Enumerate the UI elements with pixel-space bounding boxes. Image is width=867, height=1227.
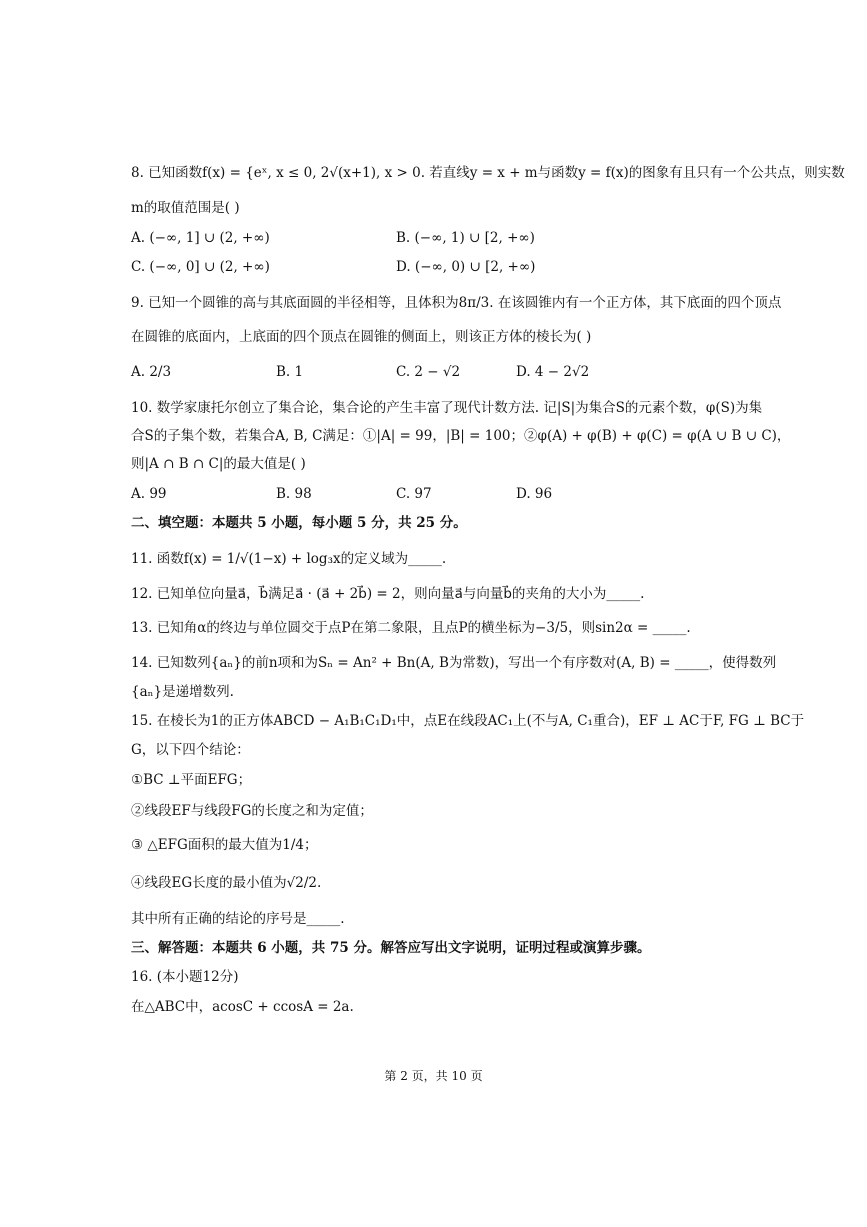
q8-option-c: C. (−∞, 0] ∪ (2, +∞) bbox=[131, 259, 270, 275]
q10-stem-line1: 10. 数学家康托尔创立了集合论，集合论的产生丰富了现代计数方法. 记|S|为集合S的元素个数，φ(S)为集 bbox=[131, 400, 763, 416]
q9-option-d: D. 4 − 2√2 bbox=[516, 364, 590, 380]
q13: 13. 已知角α的终边与单位圆交于点P在第二象限，且点P的横坐标为−3/5，则sin2α = _____. bbox=[131, 620, 691, 636]
q12: 12. 已知单位向量a⃗，b⃗满足a⃗ · (a⃗ + 2b⃗) = 2，则向量a⃗与向量b⃗的夹角的大小为_____. bbox=[131, 586, 645, 602]
q15-tail: 其中所有正确的结论的序号是_____. bbox=[131, 911, 345, 927]
q15-line2: G，以下四个结论： bbox=[131, 742, 250, 758]
q10-option-a: A. 99 bbox=[131, 486, 167, 502]
q10-stem-line2: 合S的子集个数，若集合A, B, C满足：①|A| = 99，|B| = 100；②φ(A) + φ(B) + φ(C) = φ(A ∪ B ∪ C)， bbox=[131, 428, 791, 444]
q14-line2: {aₙ}是递增数列. bbox=[131, 684, 234, 700]
q16-line2: 在△ABC中，acosC + ccosA = 2a. bbox=[131, 999, 354, 1015]
q9-stem-line1: 9. 已知一个圆锥的高与其底面圆的半径相等，且体积为8π/3. 在该圆锥内有一个正方体，其下底面的四个顶点 bbox=[131, 295, 782, 311]
q8-option-d: D. (−∞, 0) ∪ [2, +∞) bbox=[396, 259, 536, 275]
q9-option-c: C. 2 − √2 bbox=[396, 364, 461, 380]
q10-option-d: D. 96 bbox=[516, 486, 553, 502]
section3-header: 三、解答题：本题共 6 小题，共 75 分。解答应写出文字说明，证明过程或演算步骤。 bbox=[131, 940, 651, 956]
q10-option-b: B. 98 bbox=[276, 486, 312, 502]
q10-stem-line3: 则|A ∩ B ∩ C|的最大值是( ) bbox=[131, 456, 306, 472]
q15-item-2: ②线段EF与线段FG的长度之和为定值； bbox=[131, 803, 373, 819]
q16-line1: 16. (本小题12分) bbox=[131, 969, 239, 985]
q9-option-b: B. 1 bbox=[276, 364, 304, 380]
q9-stem-line2: 在圆锥的底面内，上底面的四个顶点在圆锥的侧面上，则该正方体的棱长为( ) bbox=[131, 329, 592, 345]
q10-option-c: C. 97 bbox=[396, 486, 432, 502]
page-footer: 第 2 页，共 10 页 bbox=[384, 1069, 483, 1083]
q15-line1: 15. 在棱长为1的正方体ABCD − A₁B₁C₁D₁中，点E在线段AC₁上(不与A, C₁重合)，EF ⊥ AC于F, FG ⊥ BC于 bbox=[131, 713, 805, 729]
q14-line1: 14. 已知数列{aₙ}的前n项和为Sₙ = An² + Bn(A, B为常数)，写出一个有序数对(A, B) = _____，使得数列 bbox=[131, 655, 777, 671]
q15-item-4: ④线段EG长度的最小值为√2/2. bbox=[131, 875, 322, 891]
q15-item-1: ①BC ⊥平面EFG； bbox=[131, 772, 252, 788]
q8-stem-line2: m的取值范围是( ) bbox=[131, 200, 240, 216]
section2-header: 二、填空题：本题共 5 小题，每小题 5 分，共 25 分。 bbox=[131, 515, 467, 531]
q8-option-a: A. (−∞, 1] ∪ (2, +∞) bbox=[131, 230, 270, 246]
q15-item-3: ③ △EFG面积的最大值为1/4； bbox=[131, 837, 318, 853]
q11: 11. 函数f(x) = 1/√(1−x) + log₃x的定义域为_____. bbox=[131, 551, 447, 567]
q8-option-b: B. (−∞, 1) ∪ [2, +∞) bbox=[396, 230, 535, 246]
q8-stem-line1: 8. 已知函数f(x) = {eˣ, x ≤ 0, 2√(x+1), x > 0. 若直线y = x + m与函数y = f(x)的图象有且只有一个公共点，则实数 bbox=[131, 165, 845, 181]
q9-option-a: A. 2/3 bbox=[131, 364, 172, 380]
